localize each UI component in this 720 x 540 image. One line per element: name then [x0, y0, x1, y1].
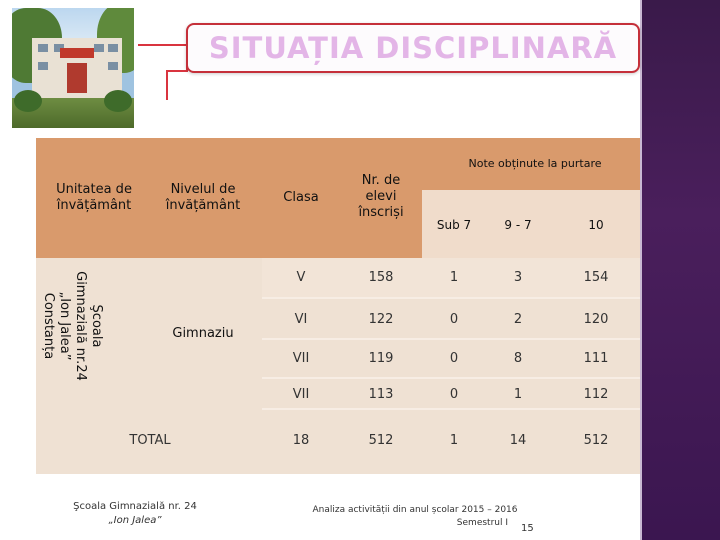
cell-students: 158: [368, 270, 394, 285]
cell-students: 122: [368, 312, 394, 327]
cell-10: 112: [583, 387, 609, 402]
school-photo: [12, 8, 134, 128]
cell-9-7: 3: [513, 270, 523, 285]
footer-school-line2: „Ion Jalea”: [108, 515, 162, 526]
total-students: 512: [368, 433, 394, 448]
cell-10: 111: [583, 351, 609, 366]
level-cell: Gimnaziu: [172, 326, 234, 341]
footer-analysis-line2: Semestrul I: [456, 518, 508, 528]
row-divider: [262, 338, 640, 340]
total-9-7: 14: [509, 433, 527, 448]
cell-class: VII: [292, 387, 310, 402]
header-class: Clasa: [283, 190, 319, 205]
page-number: 15: [521, 523, 534, 534]
cell-sub7: 0: [449, 312, 459, 327]
cell-students: 113: [368, 387, 394, 402]
row-divider: [262, 377, 640, 379]
footer-school-line1: Şcoala Gimnazială nr. 24: [73, 501, 197, 512]
title-box: [186, 23, 640, 73]
connector-line: [166, 70, 188, 72]
connector-line: [138, 44, 186, 46]
cell-class: V: [296, 270, 306, 285]
header-unit: Unitatea de învățământ: [56, 182, 132, 213]
page-title: SITUAȚIA DISCIPLINARĂ: [208, 31, 618, 65]
header-10: 10: [588, 218, 604, 232]
header-level: Nivelul de învățământ: [165, 182, 241, 213]
total-10: 512: [583, 433, 609, 448]
cell-class: VII: [292, 351, 310, 366]
header-9-7: 9 - 7: [504, 218, 532, 232]
unit-name-cell: Şcoala Gimnazială nr.24 „Ion Jalea” Constanța: [41, 271, 104, 381]
total-label: TOTAL: [129, 433, 171, 448]
header-sub7: Sub 7: [436, 218, 472, 232]
total-sub7: 1: [449, 433, 459, 448]
cell-9-7: 8: [513, 351, 523, 366]
cell-class: VI: [294, 312, 308, 327]
cell-sub7: 0: [449, 351, 459, 366]
row-divider: [262, 297, 640, 299]
cell-sub7: 0: [449, 387, 459, 402]
decorative-side-strip: [642, 0, 720, 540]
row-divider: [262, 408, 640, 410]
cell-10: 120: [583, 312, 609, 327]
total-class: 18: [292, 433, 310, 448]
cell-sub7: 1: [449, 270, 459, 285]
cell-9-7: 2: [513, 312, 523, 327]
cell-9-7: 1: [513, 387, 523, 402]
cell-students: 119: [368, 351, 394, 366]
footer-analysis-line1: Analiza activității din anul școlar 2015 – 2016: [312, 505, 518, 515]
header-grades-group: Note obținute la purtare: [468, 157, 602, 170]
connector-line: [166, 70, 168, 100]
header-students: Nr. de elevi înscriși: [358, 173, 404, 220]
cell-10: 154: [583, 270, 609, 285]
